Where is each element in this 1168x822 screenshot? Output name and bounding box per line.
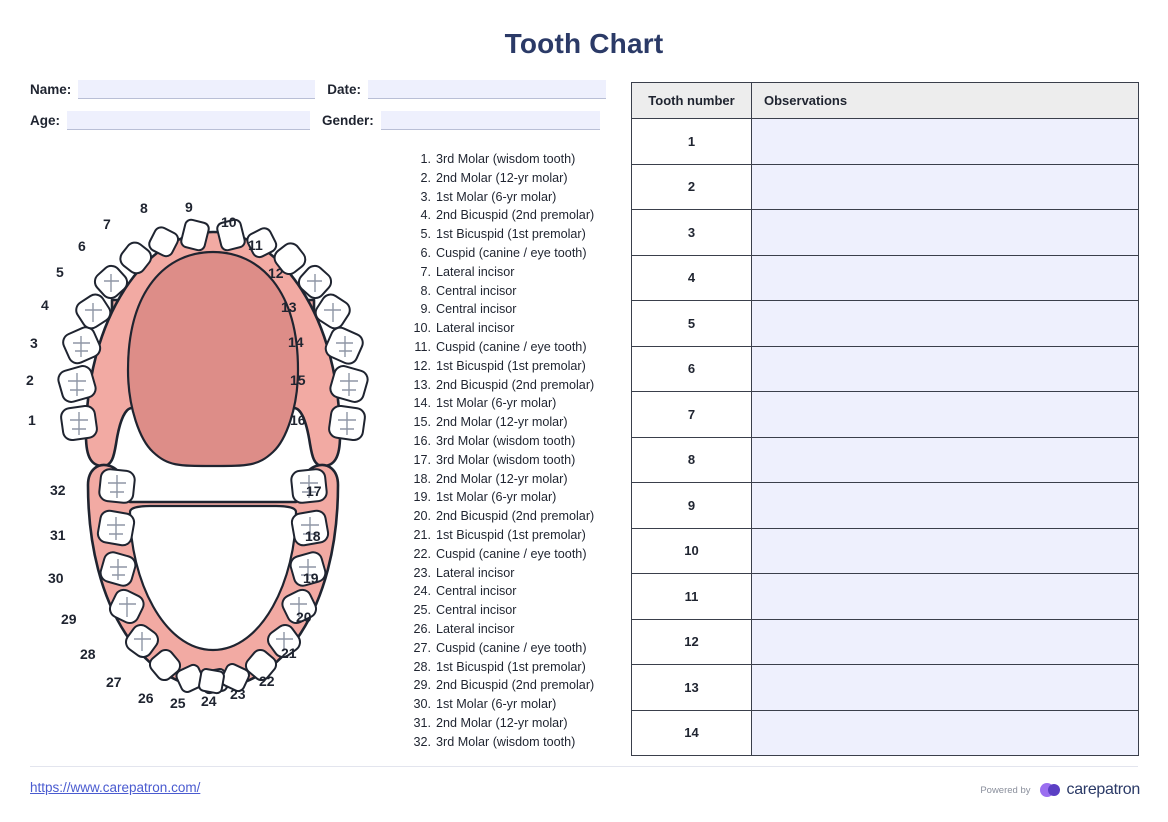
legend-item-label: 2nd Bicuspid (2nd premolar) [436,377,595,392]
observations-table [631,82,1139,756]
legend-item [405,695,620,714]
cell-tooth-number: 8 [632,437,752,483]
legend-item-number: 25. [413,603,431,618]
carepatron-wordmark: carepatron [1066,781,1140,798]
legend-item-label: 1st Bicuspid (1st premolar) [436,659,586,674]
legend-item [405,357,620,376]
tooth-number-28: 28 [80,646,96,662]
legend-item-number: 20. [413,509,431,524]
legend-item-number: 4. [420,208,431,223]
table-row [632,164,1139,210]
cell-observation[interactable] [752,210,1139,256]
cell-observation[interactable] [752,119,1139,165]
cell-observation[interactable] [752,619,1139,665]
tooth-number-26: 26 [138,690,154,706]
legend-item-label: Lateral incisor [436,321,515,336]
column-header-observations: Observations [752,83,1139,119]
tooth-number-8: 8 [140,200,148,216]
legend-item-number: 1. [420,152,431,166]
legend-item [405,300,620,319]
legend-item-number: 19. [413,490,431,505]
legend-item [405,714,620,733]
legend-item-label: 3rd Molar (wisdom tooth) [436,734,576,749]
legend-item [405,451,620,470]
tooth-number-32: 32 [50,482,66,498]
legend-item [405,526,620,545]
legend-item-label: 2nd Molar (12-yr molar) [436,170,568,185]
table-row [632,710,1139,756]
legend-item [405,150,620,169]
age-label: Age: [30,113,60,128]
legend-item-number: 22. [413,546,431,561]
legend-item-number: 6. [420,245,431,260]
tooth-number-27: 27 [106,674,122,690]
tooth-number-20: 20 [296,609,312,625]
tooth-number-2: 2 [26,372,34,388]
legend-item-number: 27. [413,640,431,655]
legend-item [405,488,620,507]
table-row [632,574,1139,620]
legend-item [405,639,620,658]
legend-item [405,394,620,413]
cell-tooth-number: 13 [632,665,752,711]
tooth-number-23: 23 [230,686,246,702]
cell-tooth-number: 3 [632,210,752,256]
tooth-number-16: 16 [290,412,306,428]
legend-item-label: 1st Bicuspid (1st premolar) [436,358,586,373]
legend-item-number: 30. [413,697,431,712]
table-row [632,210,1139,256]
tooth-number-1: 1 [28,412,36,428]
table-row [632,528,1139,574]
cell-tooth-number: 4 [632,255,752,301]
tooth-number-18: 18 [305,528,321,544]
legend-item [405,206,620,225]
age-input[interactable] [67,111,310,130]
table-row [632,346,1139,392]
tooth-number-5: 5 [56,264,64,280]
cell-observation[interactable] [752,665,1139,711]
cell-tooth-number: 9 [632,483,752,529]
age-field-group [30,111,310,130]
table-row [632,255,1139,301]
legend-item-label: 1st Molar (6-yr molar) [436,396,557,411]
cell-tooth-number: 10 [632,528,752,574]
cell-tooth-number: 14 [632,710,752,756]
legend-item [405,470,620,489]
tooth-number-9: 9 [185,199,193,215]
legend-item [405,507,620,526]
legend-item-label: 2nd Bicuspid (2nd premolar) [436,509,595,524]
legend-item-label: Central incisor [436,283,517,298]
legend-item-label: Central incisor [436,584,517,599]
legend-item-label: Lateral incisor [436,565,515,580]
legend-item-number: 18. [413,471,431,486]
tooth-number-7: 7 [103,216,111,232]
cell-observation[interactable] [752,164,1139,210]
cell-observation[interactable] [752,392,1139,438]
tooth-number-29: 29 [61,611,77,627]
cell-tooth-number: 5 [632,301,752,347]
table-row [632,437,1139,483]
legend-item [405,432,620,451]
legend-item-label: 3rd Molar (wisdom tooth) [436,152,576,166]
legend-item-label: 2nd Bicuspid (2nd premolar) [436,208,595,223]
gender-field-group [322,111,600,130]
legend-item-label: Lateral incisor [436,264,515,279]
tooth-number-14: 14 [288,334,304,350]
cell-observation[interactable] [752,483,1139,529]
legend-item-label: 2nd Molar (12-yr molar) [436,471,568,486]
cell-observation[interactable] [752,574,1139,620]
gender-input[interactable] [381,111,600,130]
tooth-legend-list [405,150,620,752]
table-header-row [632,83,1139,119]
legend-item-number: 8. [420,283,431,298]
legend-item-number: 17. [413,452,431,467]
legend-item [405,244,620,263]
legend-item [405,620,620,639]
legend-item-number: 26. [413,621,431,636]
legend-item-number: 3. [420,189,431,204]
tooth-number-19: 19 [303,570,319,586]
cell-tooth-number: 7 [632,392,752,438]
legend-item-number: 29. [413,678,431,693]
cell-observation[interactable] [752,528,1139,574]
legend-item-number: 2. [420,170,431,185]
legend-item-label: 1st Bicuspid (1st premolar) [436,527,586,542]
upper-arch [26,199,370,466]
footer-divider [30,766,1138,767]
legend-item-label: Cuspid (canine / eye tooth) [436,640,587,655]
cell-tooth-number: 2 [632,164,752,210]
legend-item-label: 1st Molar (6-yr molar) [436,490,557,505]
legend-item-number: 14. [413,396,431,411]
cell-tooth-number: 1 [632,119,752,165]
legend-item [405,338,620,357]
tooth-number-22: 22 [259,673,275,689]
legend-item-number: 7. [420,264,431,279]
legend-item-label: Central incisor [436,302,517,317]
legend-item-number: 10. [413,321,431,336]
tooth-number-11: 11 [248,237,263,253]
legend-item-label: 1st Molar (6-yr molar) [436,697,557,712]
tooth-number-24: 24 [201,693,217,709]
powered-by-label: Powered by [980,784,1031,796]
dental-arch-diagram [18,140,408,760]
legend-item [405,601,620,620]
legend-item-number: 32. [413,734,431,749]
legend-item [405,376,620,395]
legend-item-label: Cuspid (canine / eye tooth) [436,546,587,561]
legend-item [405,225,620,244]
legend-item [405,282,620,301]
legend-item-number: 23. [413,565,431,580]
legend-item [405,169,620,188]
legend-item-label: 1st Molar (6-yr molar) [436,189,557,204]
name-input[interactable] [78,80,315,99]
name-field-group [30,80,315,99]
name-label: Name: [30,82,72,97]
table-row [632,392,1139,438]
gender-label: Gender: [322,113,374,128]
patient-fields [30,80,610,142]
legend-item [405,564,620,583]
cell-observation[interactable] [752,710,1139,756]
cell-tooth-number: 6 [632,346,752,392]
legend-item-number: 21. [413,527,431,542]
date-label: Date: [327,82,362,97]
legend-item-label: 3rd Molar (wisdom tooth) [436,452,576,467]
table-row [632,619,1139,665]
table-row [632,119,1139,165]
tooth-number-17: 17 [306,483,322,499]
tooth-number-6: 6 [78,238,86,254]
legend-item [405,582,620,601]
table-row [632,301,1139,347]
legend-item-number: 12. [413,358,431,373]
legend-item-label: 3rd Molar (wisdom tooth) [436,433,576,448]
carepatron-link[interactable]: https://www.carepatron.com/ [30,780,201,795]
legend-item-label: Cuspid (canine / eye tooth) [436,245,587,260]
tooth-number-3: 3 [30,335,38,351]
carepatron-mark-icon [1038,778,1062,802]
tooth-number-31: 31 [50,527,66,543]
page-title: Tooth Chart [504,28,664,59]
legend-item [405,263,620,282]
legend-item-label: 1st Bicuspid (1st premolar) [436,227,586,242]
legend-item [405,188,620,207]
legend-item-label: Central incisor [436,603,517,618]
legend-item-number: 5. [420,227,431,242]
lower-arch [48,465,338,711]
legend-item-label: 2nd Bicuspid (2nd premolar) [436,678,595,693]
tooth-number-15: 15 [290,372,306,388]
legend-item-number: 11. [414,339,431,354]
legend-item-number: 9. [420,302,431,317]
legend-item-label: 2nd Molar (12-yr molar) [436,415,568,430]
legend-item-number: 24. [413,584,431,599]
date-input[interactable] [368,80,606,99]
legend-item [405,658,620,677]
date-field-group [327,80,606,99]
tooth-number-4: 4 [41,297,49,313]
legend-item [405,319,620,338]
legend-item-number: 31. [413,715,431,730]
legend-item-number: 16. [413,433,431,448]
tooth-number-12: 12 [268,265,284,281]
legend-item-number: 15. [413,415,431,430]
cell-tooth-number: 11 [632,574,752,620]
tooth-number-25: 25 [170,695,186,711]
legend-item [405,413,620,432]
legend-item [405,733,620,752]
legend-item [405,676,620,695]
legend-item-number: 28. [413,659,431,674]
tooth-number-13: 13 [281,299,297,315]
cell-observation[interactable] [752,301,1139,347]
cell-observation[interactable] [752,255,1139,301]
legend-item-label: Lateral incisor [436,621,515,636]
legend-item-number: 13. [413,377,431,392]
legend-item [405,545,620,564]
table-row [632,483,1139,529]
tooth-number-30: 30 [48,570,64,586]
powered-by-badge [980,778,1140,802]
cell-observation[interactable] [752,346,1139,392]
legend-item-label: 2nd Molar (12-yr molar) [436,715,568,730]
carepatron-logo [1038,778,1141,802]
tooth-number-10: 10 [221,214,237,230]
cell-tooth-number: 12 [632,619,752,665]
legend-item-label: Cuspid (canine / eye tooth) [436,339,587,354]
table-row [632,665,1139,711]
tooth-number-21: 21 [281,645,297,661]
cell-observation[interactable] [752,437,1139,483]
column-header-tooth-number: Tooth number [632,83,752,119]
